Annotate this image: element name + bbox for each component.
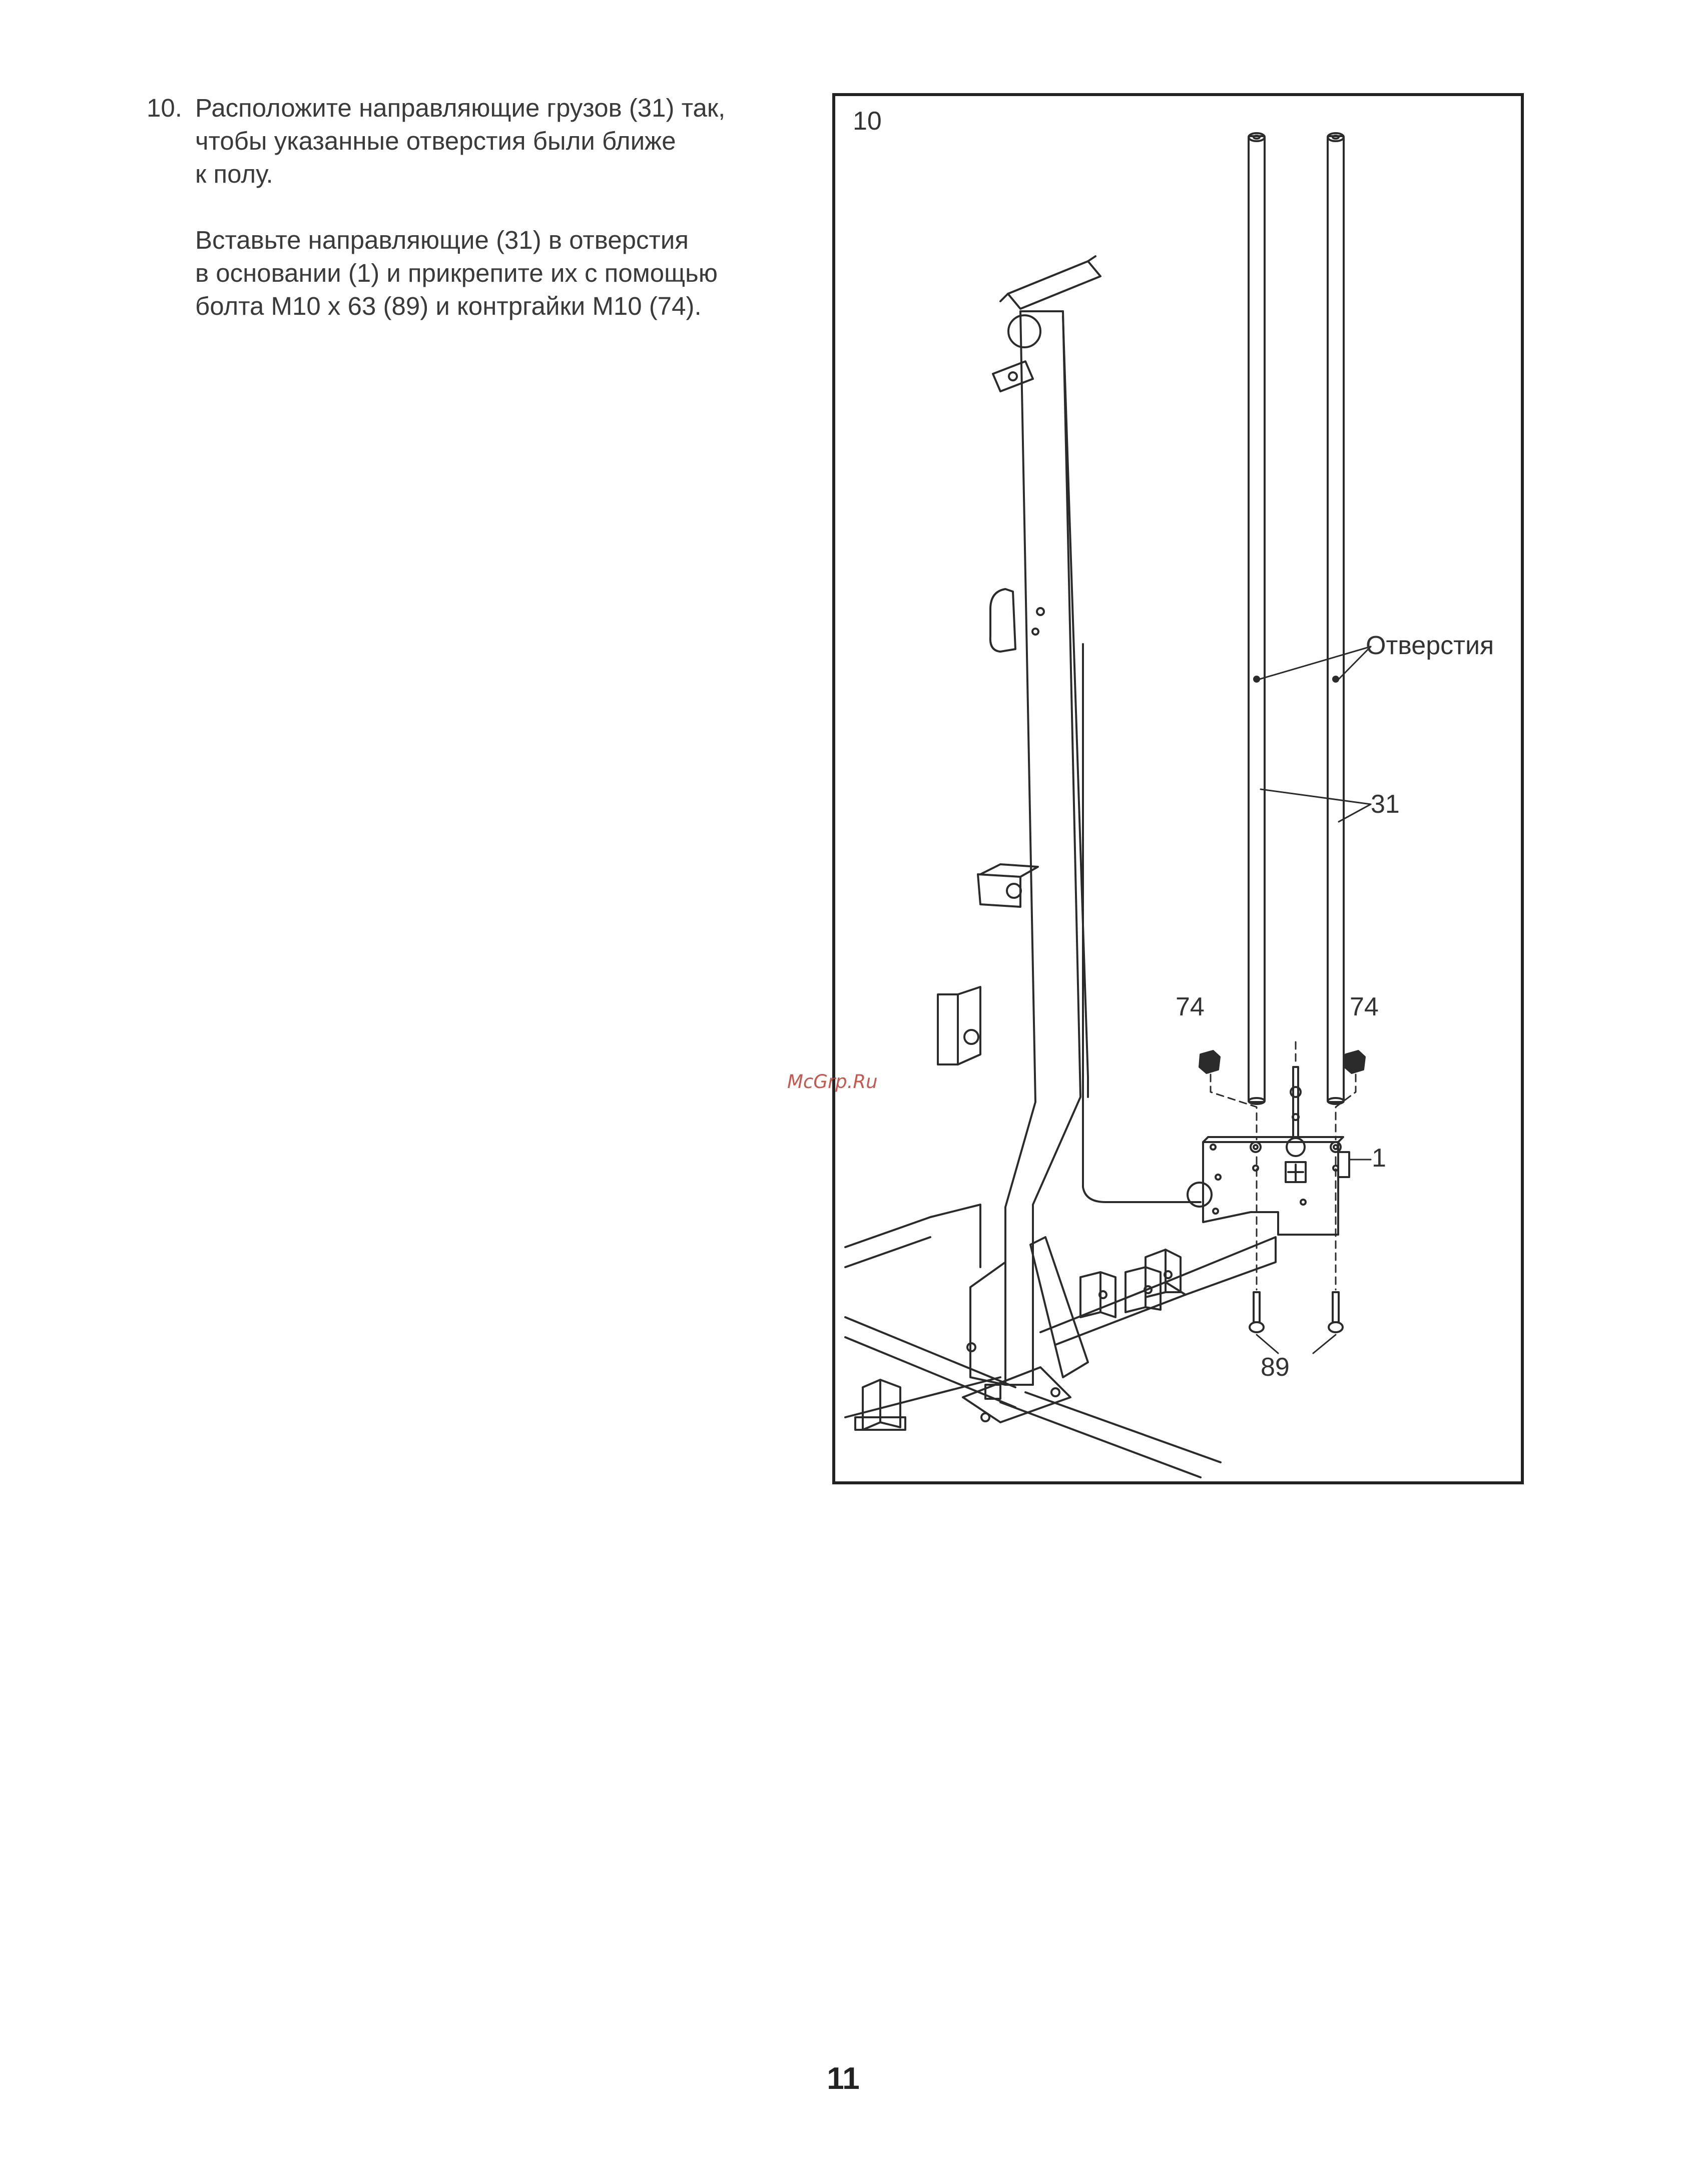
- base-frame: [845, 1205, 1276, 1477]
- bolts: [1250, 1292, 1343, 1332]
- instruction-line: чтобы указанные отверстия были ближе: [195, 127, 676, 155]
- assembly-figure: [832, 93, 1524, 1484]
- instruction-paragraph-1: [195, 92, 796, 191]
- figure-step-label: 10: [853, 107, 882, 136]
- guide-rods-callout: 31: [1371, 790, 1400, 819]
- upright-post: [938, 256, 1201, 1422]
- base-callout: 1: [1372, 1144, 1386, 1173]
- instruction-paragraph-2: [195, 224, 796, 323]
- lock-nuts: [1200, 1051, 1365, 1073]
- watermark: McGrp.Ru: [787, 1071, 878, 1093]
- bolts-callout: 89: [1261, 1353, 1290, 1382]
- instruction-line: Вставьте направляющие (31) в отверстия: [195, 226, 689, 254]
- instruction-line: Расположите направляющие грузов (31) так,: [195, 94, 726, 122]
- step-number: 10.: [147, 94, 182, 122]
- instruction-line: к полу.: [195, 160, 273, 188]
- page-number: 11: [827, 2061, 860, 2096]
- holes-callout: Отверстия: [1366, 631, 1494, 660]
- guide-rods: [1249, 133, 1344, 1104]
- instruction-line: в основании (1) и прикрепите их с помощью: [195, 259, 718, 287]
- assembly-drawing: [835, 96, 1521, 1481]
- nut-left-callout: 74: [1176, 992, 1205, 1021]
- nut-right-callout: 74: [1350, 992, 1379, 1021]
- instruction-line: болта M10 x 63 (89) и контргайки M10 (74).: [195, 292, 702, 320]
